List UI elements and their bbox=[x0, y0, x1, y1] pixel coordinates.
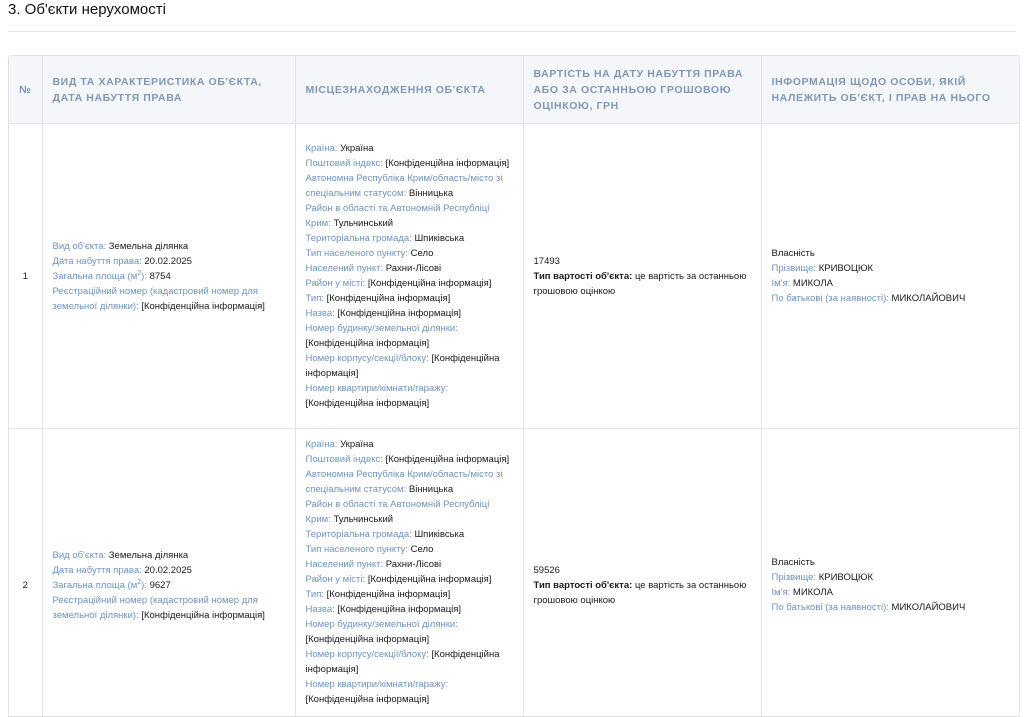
area-value: 9627 bbox=[150, 580, 171, 591]
acquisition-date-value: 20.02.2025 bbox=[144, 256, 192, 267]
postal-code-value: [Конфіденційна інформація] bbox=[386, 158, 510, 169]
value-type-value: це вартість за останньою грошовою оцінкою bbox=[534, 580, 747, 606]
building-number-label: Номер будинку/земельної ділянки: bbox=[306, 619, 458, 630]
column-header-number: № bbox=[9, 56, 42, 124]
country-value: Україна bbox=[340, 143, 374, 154]
region-value: Вінницька bbox=[409, 188, 453, 199]
object-type-label: Вид об'єкта: bbox=[53, 550, 107, 561]
column-header-owner: ІНФОРМАЦІЯ ЩОДО ОСОБИ, ЯКІЙ НАЛЕЖИТЬ ОБ'ЄКТ, І ПРАВ НА НЬОГО bbox=[761, 56, 1019, 124]
postal-code-label: Поштовий індекс: bbox=[306, 454, 383, 465]
first-name-value: МИКОЛА bbox=[793, 278, 833, 289]
district-value: Тульчинський bbox=[333, 514, 393, 525]
community-label: Територіальна громада: bbox=[306, 529, 412, 540]
first-name-label: Ім'я: bbox=[772, 587, 791, 598]
apartment-number-label: Номер квартири/кімнати/гаражу: bbox=[306, 383, 449, 394]
settlement-type-value: Село bbox=[411, 248, 434, 259]
section-divider bbox=[8, 31, 1016, 32]
settlement-label: Населений пункт: bbox=[306, 559, 384, 570]
country-label: Країна: bbox=[306, 143, 338, 154]
building-number-value: [Конфіденційна інформація] bbox=[306, 338, 430, 349]
area-label: Загальна площа $(м^2)$: bbox=[53, 271, 147, 282]
value-amount: 59526 bbox=[534, 563, 751, 578]
community-value: Шпиківська bbox=[414, 233, 464, 244]
registration-number-value: [Конфіденційна інформація] bbox=[141, 610, 265, 621]
row-number: 2 bbox=[9, 429, 42, 717]
column-header-object: ВИД ТА ХАРАКТЕРИСТИКА ОБ'ЄКТА, ДАТА НАБУТТЯ ПРАВА bbox=[42, 56, 295, 124]
owner-cell bbox=[761, 124, 1019, 429]
location-cell bbox=[295, 124, 523, 429]
patronymic-label: По батькові (за наявності): bbox=[772, 293, 889, 304]
region-label: Автономна Республіка Крим/область/місто зі спеціальним статусом: bbox=[306, 469, 503, 495]
settlement-type-value: Село bbox=[411, 544, 434, 555]
table-header-row bbox=[9, 56, 1019, 124]
value-type-label: Тип вартості об'єкта: bbox=[534, 580, 633, 591]
ownership-right: Власність bbox=[772, 555, 1010, 570]
object-type-value: Земельна ділянка bbox=[109, 241, 188, 252]
table-row bbox=[9, 429, 1019, 717]
object-cell bbox=[42, 124, 295, 429]
settlement-type-label: Тип населеного пункту: bbox=[306, 544, 409, 555]
first-name-label: Ім'я: bbox=[772, 278, 791, 289]
value-cell bbox=[523, 429, 761, 717]
street-name-label: Назва: bbox=[306, 308, 335, 319]
building-number-value: [Конфіденційна інформація] bbox=[306, 634, 430, 645]
street-name-value: [Конфіденційна інформація] bbox=[337, 604, 461, 615]
acquisition-date-label: Дата набуття права: bbox=[53, 256, 142, 267]
apartment-number-label: Номер квартири/кімнати/гаражу: bbox=[306, 679, 449, 690]
settlement-value: Рахни-Лісові bbox=[386, 263, 441, 274]
street-name-value: [Конфіденційна інформація] bbox=[337, 308, 461, 319]
object-cell bbox=[42, 429, 295, 717]
row-number: 1 bbox=[9, 124, 42, 429]
region-value: Вінницька bbox=[409, 484, 453, 495]
first-name-value: МИКОЛА bbox=[793, 587, 833, 598]
area-value: 8754 bbox=[150, 271, 171, 282]
surname-value: КРИВОЦЮК bbox=[819, 572, 873, 583]
patronymic-value: МИКОЛАЙОВИЧ bbox=[892, 293, 966, 304]
acquisition-date-label: Дата набуття права: bbox=[53, 565, 142, 576]
ownership-right: Власність bbox=[772, 246, 1010, 261]
street-name-label: Назва: bbox=[306, 604, 335, 615]
registration-number-label: Реєстраційний номер (кадастровий номер для земельної ділянки): bbox=[53, 595, 258, 621]
object-type-label: Вид об'єкта: bbox=[53, 241, 107, 252]
value-amount: 17493 bbox=[534, 254, 751, 269]
city-district-value: [Конфіденційна інформація] bbox=[368, 574, 492, 585]
location-cell bbox=[295, 429, 523, 717]
street-type-label: Тип: bbox=[306, 589, 324, 600]
apartment-number-value: [Конфіденційна інформація] bbox=[306, 694, 430, 705]
community-value: Шпиківська bbox=[414, 529, 464, 540]
apartment-number-value: [Конфіденційна інформація] bbox=[306, 398, 430, 409]
area-label: Загальна площа $(м^2)$: bbox=[53, 580, 147, 591]
settlement-label: Населений пункт: bbox=[306, 263, 384, 274]
community-label: Територіальна громада: bbox=[306, 233, 412, 244]
table-row bbox=[9, 124, 1019, 429]
patronymic-value: МИКОЛАЙОВИЧ bbox=[892, 602, 966, 613]
region-label: Автономна Республіка Крим/область/місто зі спеціальним статусом: bbox=[306, 173, 503, 199]
surname-label: Прізвище: bbox=[772, 263, 817, 274]
postal-code-label: Поштовий індекс: bbox=[306, 158, 383, 169]
registration-number-value: [Конфіденційна інформація] bbox=[141, 301, 265, 312]
city-district-label: Район у місті: bbox=[306, 574, 366, 585]
postal-code-value: [Конфіденційна інформація] bbox=[386, 454, 510, 465]
district-label: Район в області та Автономній Республіці Крим: bbox=[306, 499, 490, 525]
district-label: Район в області та Автономній Республіці Крим: bbox=[306, 203, 490, 229]
block-number-label: Номер корпусу/секції/блоку: bbox=[306, 353, 429, 364]
settlement-type-label: Тип населеного пункту: bbox=[306, 248, 409, 259]
street-type-value: [Конфіденційна інформація] bbox=[327, 293, 451, 304]
street-type-label: Тип: bbox=[306, 293, 324, 304]
owner-cell bbox=[761, 429, 1019, 717]
district-value: Тульчинський bbox=[333, 218, 393, 229]
patronymic-label: По батькові (за наявності): bbox=[772, 602, 889, 613]
registration-number-label: Реєстраційний номер (кадастровий номер для земельної ділянки): bbox=[53, 286, 258, 312]
country-value: Україна bbox=[340, 439, 374, 450]
value-cell bbox=[523, 124, 761, 429]
city-district-value: [Конфіденційна інформація] bbox=[368, 278, 492, 289]
city-district-label: Район у місті: bbox=[306, 278, 366, 289]
acquisition-date-value: 20.02.2025 bbox=[144, 565, 192, 576]
column-header-location: МІСЦЕЗНАХОДЖЕННЯ ОБ'ЄКТА bbox=[295, 56, 523, 124]
object-type-value: Земельна ділянка bbox=[109, 550, 188, 561]
real-estate-table-container bbox=[8, 55, 1020, 717]
value-type-label: Тип вартості об'єкта: bbox=[534, 271, 633, 282]
block-number-label: Номер корпусу/секції/блоку: bbox=[306, 649, 429, 660]
surname-label: Прізвище: bbox=[772, 572, 817, 583]
surname-value: КРИВОЦЮК bbox=[819, 263, 873, 274]
country-label: Країна: bbox=[306, 439, 338, 450]
value-type-value: це вартість за останньою грошовою оцінкою bbox=[534, 271, 747, 297]
building-number-label: Номер будинку/земельної ділянки: bbox=[306, 323, 458, 334]
section-title: 3. Об'єкти нерухомості bbox=[8, 1, 166, 18]
real-estate-table bbox=[9, 56, 1019, 717]
street-type-value: [Конфіденційна інформація] bbox=[327, 589, 451, 600]
settlement-value: Рахни-Лісові bbox=[386, 559, 441, 570]
column-header-value: ВАРТІСТЬ НА ДАТУ НАБУТТЯ ПРАВА АБО ЗА ОСТАННЬОЮ ГРОШОВОЮ ОЦІНКОЮ, ГРН bbox=[523, 56, 761, 124]
block-number-value: [Конфіденційна інформація] bbox=[306, 353, 500, 379]
block-number-value: [Конфіденційна інформація] bbox=[306, 649, 500, 675]
